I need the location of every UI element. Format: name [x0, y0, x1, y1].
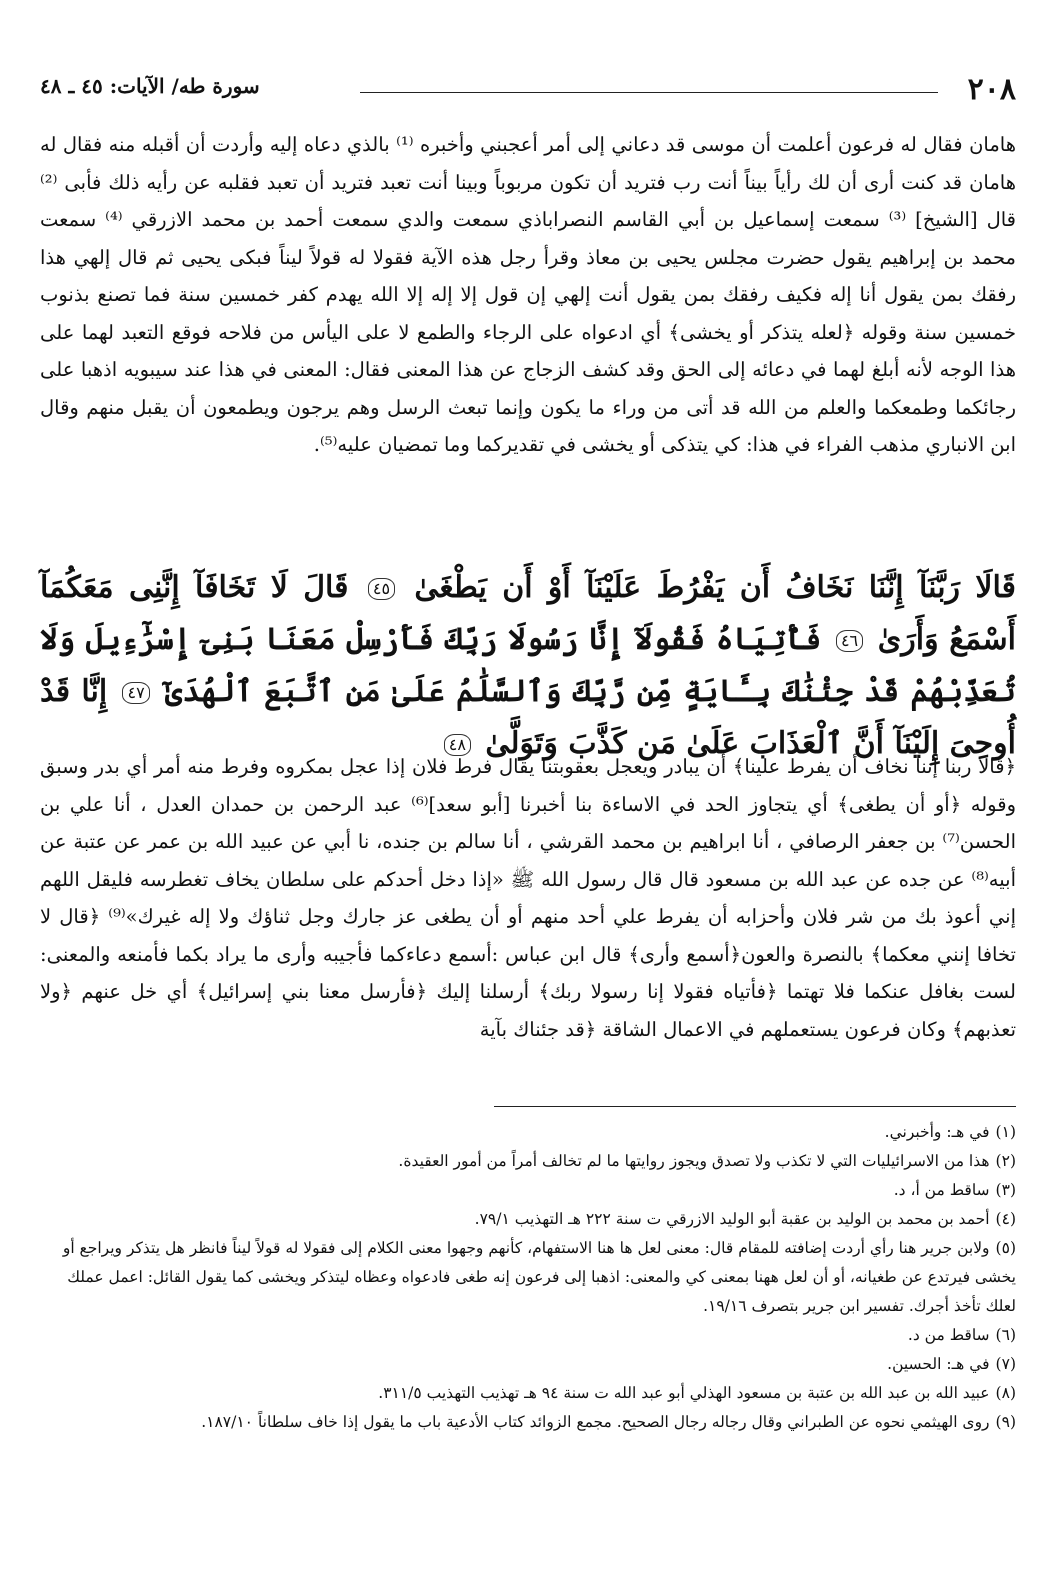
footnote-3: (٣)ساقط من أ، د.	[893, 1181, 1016, 1199]
footnote-separator	[494, 1106, 1016, 1107]
verse-45: قَالَا رَبَّنَآ إِنَّنَا نَخَافُ أَن يَفْرُطَ عَلَيْنَآ أَوْ أَن يَطْغَىٰ	[414, 570, 1016, 605]
ayah-marker-48: ٤٨	[444, 734, 471, 756]
page-header	[40, 72, 1016, 106]
ayah-marker-47: ٤٧	[122, 682, 149, 704]
footnote-7: (٧)في هـ: الحسين.	[887, 1355, 1016, 1373]
commentary-block	[40, 126, 1016, 464]
tafsir-text: ﴿قالا ربنا إننا نخاف أن يفرط علينا﴾ أن يبادر ويعجل بعقوبتنا يقال فرط فلان إذا عجل بمكروه وفرط منه أمر أي بدر وسبق وقوله ﴿أو أن يطغى﴾ أي يتجاوز الحد في الاساءة بنا أخبرنا [أبو سعد]⁽⁶⁾ عبد الرحمن بن حمدان العدل ، أنا علي بن الحسن⁽⁷⁾ بن جعفر الرصافي ، أنا ابراهيم بن محمد القرشي ، أنا سالم بن جنده، نا أبي عن عبيد الله بن عمر عن عتبة عن أبيه⁽⁸⁾ عن جده عن عبد الله بن مسعود قال قال رسول الله ﷺ «إذا دخل أحدكم على سلطان يخاف تغطرسه فليقل اللهم إني أعوذ بك من شر فلان وأحزابه أن يفرط علي أحد منهم أو أن يطغى عز جارك وجل ثناؤك ولا إله غيرك»⁽⁹⁾ ﴿قال لا تخافا إنني معكما﴾ بالنصرة والعون﴿أسمع وأرى﴾ قال ابن عباس :أسمع دعاءكما فأجيبه وأرى ما يراد بكما فأمنعه والمعنى: لست بغافل عنكما فلا تهتما ﴿فأتياه فقولا إنا رسولا ربك﴾ أرسلنا إليك ﴿فأرسل معنا بني إسرائيل﴾ أي خل عنهم ﴿ولا تعذبهم﴾ وكان فرعون يستعملهم في الاعمال الشاقة ﴿قد جئناك بآية	[40, 755, 1016, 1041]
commentary-text: هامان فقال له فرعون أعلمت أن موسى قد دعاني إلى أمر أعجبني وأخبره ⁽¹⁾ بالذي دعاه إليه وأردت أن أقبله منه فقال له هامان قد كنت أرى أن لك رأياً بيناً أنت رب فتريد أن تكون مربوباً وبينا أنت تعبد فتريد أن تعبد فقلبه عن رأيه ذلك فأبى ⁽²⁾ قال [الشيخ] ⁽³⁾ سمعت إسماعيل بن أبي القاسم النصراباذي سمعت والدي سمعت أحمد بن محمد الازرقي ⁽⁴⁾ سمعت محمد بن إبراهيم يقول حضرت مجلس يحيى بن معاذ وقرأ رجل هذه الآية فقولا له قولاً ليناً فبكى يحيى ثم قال إلهي هذا رفقك بمن يقول أنا إله فكيف رفقك بمن يقول أنت إلهي إن قول إلا إله إلا الله يهدم كفر خمسين سنة فما تصنع بذنوب خمسين سنة وقوله ﴿لعله يتذكر أو يخشى﴾ أي ادعواه على الرجاء والطمع لا على اليأس من فلاحه فوقع التعبد لهما على هذا الوجه لأنه أبلغ لهما في دعائه إلى الحق وقد كشف الزجاج عن هذا المعنى فقال: المعنى في هذا عند سيبويه اذهبا على رجائكما وطمعكما والعلم من الله قد أتى من وراء ما يكون وإنما تبعث الرسل وهم يرجون ويطمعون أن يقبل منهم وقال ابن الانباري مذهب الفراء في هذا: كي يتذكى أو يخشى في تقديركما وما تمضيان عليه⁽⁵⁾.	[40, 133, 1017, 456]
header-rule	[360, 92, 938, 93]
page-number: ٢٠٨	[967, 72, 1016, 107]
footnote-6: (٦)ساقط من د.	[907, 1326, 1016, 1344]
ayah-marker-46: ٤٦	[836, 630, 863, 652]
ayah-marker-45: ٤٥	[368, 578, 395, 600]
footnote-2: (٢)هذا من الاسرائيليات التي لا تكذب ولا تصدق ويجوز روايتها ما لم تخالف أمراً من أمور العقيدة.	[398, 1152, 1016, 1170]
verse-46: قَالَ لَا تَخَافَآ إِنَّنِى مَعَكُمَآ أَسْمَعُ وَأَرَىٰ	[40, 570, 1016, 657]
footnote-1: (١)في هـ: وأخبرني.	[884, 1123, 1016, 1141]
running-title: سورة طه/ الآيات: ٤٥ ـ ٤٨	[40, 74, 260, 98]
footnotes	[40, 1118, 1016, 1437]
footnote-9: (٩)روى الهيثمي نحوه عن الطبراني وقال رجاله رجال الصحيح. مجمع الزوائد كتاب الأدعية باب ما يقول إذا خاف سلطاناً ١٨٧/١٠.	[201, 1413, 1016, 1431]
quran-verses	[40, 562, 1016, 770]
verse-47: فَأْتِيَاهُ فَقُولَآ إِنَّا رَسُولَا رَبِّكَ فَأَرْسِلْ مَعَنَا بَنِىٓ إِسْرَٰٓءِيلَ وَلَا تُعَذِّبْهُمْ قَدْ جِئْنَٰكَ بِـَٔايَةٍ مِّن رَّبِّكَ وَٱلسَّلَٰمُ عَلَىٰ مَنِ ٱتَّبَعَ ٱلْهُدَىٰٓ	[40, 622, 1016, 709]
verse-48: إِنَّا قَدْ أُوحِىَ إِلَيْنَآ أَنَّ ٱلْعَذَابَ عَلَىٰ مَن كَذَّبَ وَتَوَلَّىٰ	[40, 674, 1016, 761]
tafsir-block	[40, 748, 1016, 1048]
footnote-5: (٥)ولابن جرير هنا رأي أردت إضافته للمقام قال: معنى لعل ها هنا الاستفهام، كأنهم وجهوا معنى الكلام إلى فقولا له قولاً ليناً فانظر هل يتذكر ويراجع أو يخشى فيرتدع عن طغيانه، أو أن لعل ههنا بمعنى كي والمعنى: اذهبا إلى فرعون إنه طغى فادعواه وعظاه ليتذكر ويخشى كما يقول القائل: اعمل عملك لعلك تأخذ أجرك. تفسير ابن جرير بتصرف ١٩/١٦.	[62, 1239, 1016, 1315]
footnote-4: (٤)أحمد بن محمد بن الوليد بن عقبة أبو الوليد الازرقي ت سنة ٢٢٢ هـ التهذيب ٧٩/١.	[474, 1210, 1016, 1228]
footnote-8: (٨)عبيد الله بن عبد الله بن عتبة بن مسعود الهذلي أبو عبد الله ت سنة ٩٤ هـ تهذيب التهذيب ٣١١/٥.	[378, 1384, 1016, 1402]
